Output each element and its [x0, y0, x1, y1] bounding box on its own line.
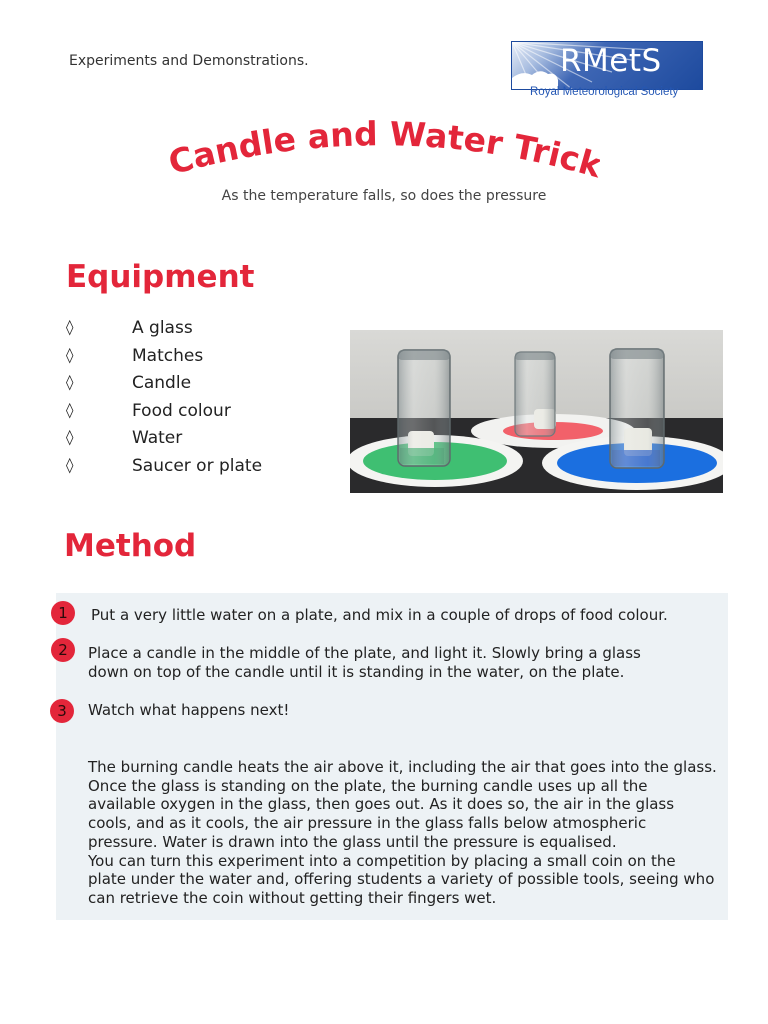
method-explanation — [88, 758, 718, 908]
experiment-photo — [350, 330, 723, 493]
step-text-3: Watch what happens next! — [88, 701, 290, 719]
step-badge-3: 3 — [50, 699, 74, 723]
equipment-item-label: A glass — [132, 318, 193, 338]
diamond-bullet-icon: ◊ — [66, 428, 74, 446]
equipment-item-label: Saucer or plate — [132, 455, 263, 476]
method-heading: Method — [64, 528, 197, 564]
step-text-2: Place a candle in the middle of the plate, and light it. Slowly bring a glass down on top of the candle until it is standing in the water, on the plate. — [88, 644, 641, 681]
page-title-wrap — [170, 118, 600, 188]
diamond-bullet-icon: ◊ — [66, 373, 74, 391]
step-text-1: Put a very little water on a plate, and mix in a couple of drops of food colour. — [91, 606, 668, 624]
diamond-bullet-icon: ◊ — [66, 345, 74, 364]
equipment-item-label: Water — [132, 428, 183, 448]
page-subtitle: As the temperature falls, so does the pressure — [221, 188, 547, 204]
explanation-paragraph: You can turn this experiment into a competition by placing a small coin on the plate under the water and, offering students a variety of possible tools, seeing who can retrieve the coin without getting their fingers wet. — [88, 851, 715, 907]
step-badge-2: 2 — [51, 638, 75, 662]
diamond-bullet-icon: ◊ — [66, 400, 74, 419]
diamond-bullet-icon: ◊ — [66, 318, 74, 336]
page-title — [170, 118, 600, 188]
equipment-item-label: Matches — [132, 345, 204, 366]
equipment-heading: Equipment — [66, 259, 255, 295]
explanation-paragraph: The burning candle heats the air above it, including the air that goes into the glass. Once the glass is standing on the plate, the burning candle uses up all the available oxygen in the glass, then goes out. As it does so, the air in the glass cools, and as it cools, the air pressure in the glass falls below atmospheric pressure. Water is drawn into the glass until the pressure is equalised. — [88, 758, 717, 851]
rmets-logo — [511, 41, 703, 90]
header-series-label: Experiments and Demonstrations. — [69, 53, 309, 69]
svg-text:Candle and Water Trick — [170, 118, 600, 186]
step-badge-1: 1 — [51, 601, 75, 625]
equipment-item-label: Candle — [132, 373, 192, 393]
equipment-item-label: Food colour — [132, 400, 231, 421]
logo-title: RMetS — [560, 43, 662, 79]
diamond-bullet-icon: ◊ — [66, 455, 74, 474]
page-title-text: andle and Water Tric — [188, 118, 585, 180]
logo-subtitle: Royal Meteorological Society — [530, 86, 679, 98]
